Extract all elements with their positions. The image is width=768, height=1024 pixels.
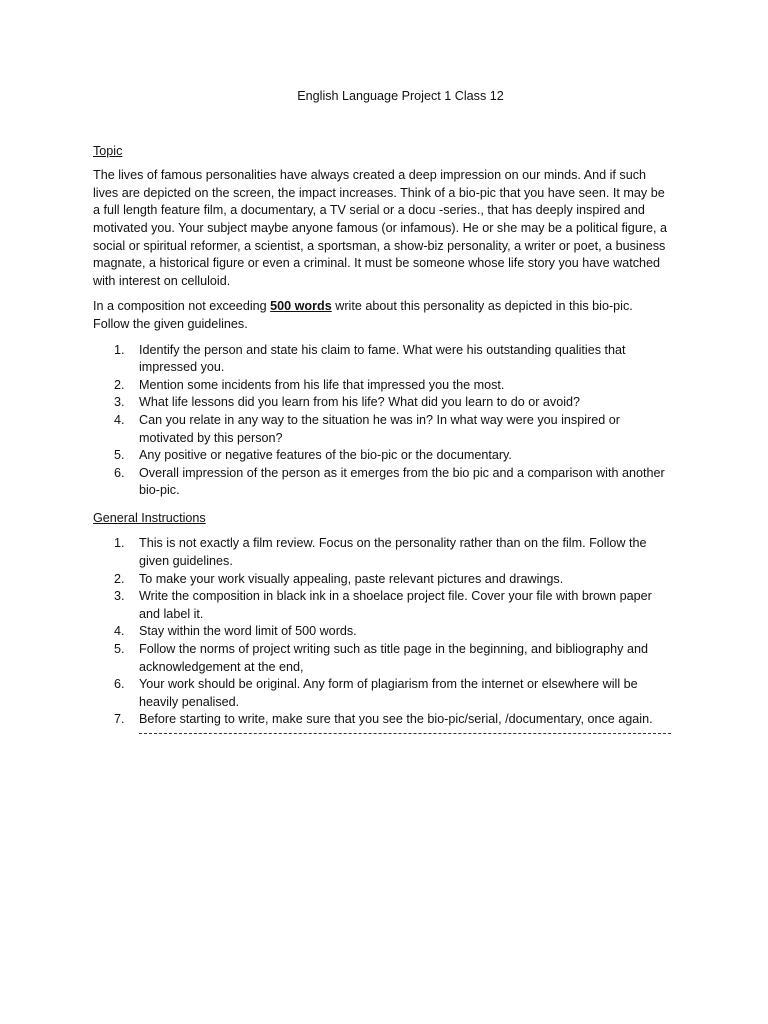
guidelines-list bbox=[93, 342, 672, 500]
topic-heading: Topic bbox=[93, 143, 123, 158]
list-item-text: Mention some incidents from his life that impressed you the most. bbox=[139, 377, 505, 392]
list-item-text: To make your work visually appealing, paste relevant pictures and drawings. bbox=[139, 571, 564, 586]
guideline-item bbox=[93, 447, 672, 465]
task-paragraph bbox=[93, 298, 672, 333]
word-limit-text: 500 words bbox=[270, 299, 332, 314]
guideline-item bbox=[93, 465, 672, 500]
dashed-divider bbox=[139, 733, 671, 734]
list-number: 6. bbox=[114, 465, 125, 480]
task-text-end: write about this personality as depicted in this bio-pic. Follow the given guidelines. bbox=[93, 299, 633, 331]
instruction-item bbox=[93, 641, 672, 676]
list-number: 1. bbox=[114, 536, 125, 551]
list-number: 1. bbox=[114, 342, 125, 357]
list-item-text: Stay within the word limit of 500 words. bbox=[139, 624, 357, 639]
list-number: 4. bbox=[114, 412, 125, 427]
list-item-text: Can you relate in any way to the situation he was in? In what way were you inspired or motivated by this person? bbox=[139, 412, 620, 445]
list-number: 2. bbox=[114, 571, 125, 586]
task-text-start: In a composition not exceeding bbox=[93, 299, 271, 314]
list-item-text: Overall impression of the person as it emerges from the bio pic and a comparison with another bio-pic. bbox=[139, 465, 665, 498]
guideline-item bbox=[93, 377, 672, 395]
list-item-text: Identify the person and state his claim to fame. What were his outstanding qualities that impressed you. bbox=[139, 342, 626, 375]
document-title: English Language Project 1 Class 12 bbox=[297, 89, 504, 103]
list-number: 2. bbox=[114, 377, 125, 392]
list-number: 5. bbox=[114, 448, 125, 463]
instructions-heading: General Instructions bbox=[93, 510, 206, 525]
list-number: 5. bbox=[114, 642, 125, 657]
list-item-text: Follow the norms of project writing such as title page in the beginning, and bibliography and acknowledgement at the end, bbox=[139, 642, 648, 674]
list-number: 4. bbox=[114, 624, 125, 639]
guideline-item bbox=[93, 394, 672, 412]
list-item-text: Write the composition in black ink in a shoelace project file. Cover your file with brown paper and label it. bbox=[139, 589, 652, 621]
instruction-item bbox=[93, 676, 672, 711]
instruction-item bbox=[93, 588, 672, 623]
list-number: 3. bbox=[114, 589, 125, 604]
list-item-text: Any positive or negative features of the bio-pic or the documentary. bbox=[139, 448, 512, 463]
instruction-item bbox=[93, 535, 672, 570]
list-item-text: Before starting to write, make sure that you see the bio-pic/serial, /documentary, once again. bbox=[139, 712, 653, 727]
guideline-item bbox=[93, 412, 672, 447]
instruction-item bbox=[93, 711, 672, 729]
list-item-text: Your work should be original. Any form of plagiarism from the internet or elsewhere will be heavily penalised. bbox=[139, 677, 638, 709]
instruction-item bbox=[93, 623, 672, 641]
list-item-text: What life lessons did you learn from his life? What did you learn to do or avoid? bbox=[139, 395, 581, 410]
instructions-list bbox=[93, 535, 672, 729]
list-number: 7. bbox=[114, 712, 125, 727]
topic-paragraph: The lives of famous personalities have always created a deep impression on our minds. And if such lives are depicted on the screen, the impact increases. Think of a bio-pic that you have seen. It may be a full length feature film, a documentary, a TV serial or a docu -series., that has deeply inspired and motivated you. Your subject maybe anyone famous (or infamous). He or she may be a political figure, a social or spiritual reformer, a scientist, a sportsman, a show-biz personality, a writer or poet, a business magnate, a historical figure or even a criminal. It must be someone whose life story you have watched with interest on celluloid. bbox=[93, 168, 668, 288]
instruction-item bbox=[93, 571, 672, 589]
list-number: 3. bbox=[114, 395, 125, 410]
guideline-item bbox=[93, 342, 672, 377]
list-item-text: This is not exactly a film review. Focus on the personality rather than on the film. Follow the given guidelines. bbox=[139, 536, 647, 569]
list-number: 6. bbox=[114, 677, 125, 692]
